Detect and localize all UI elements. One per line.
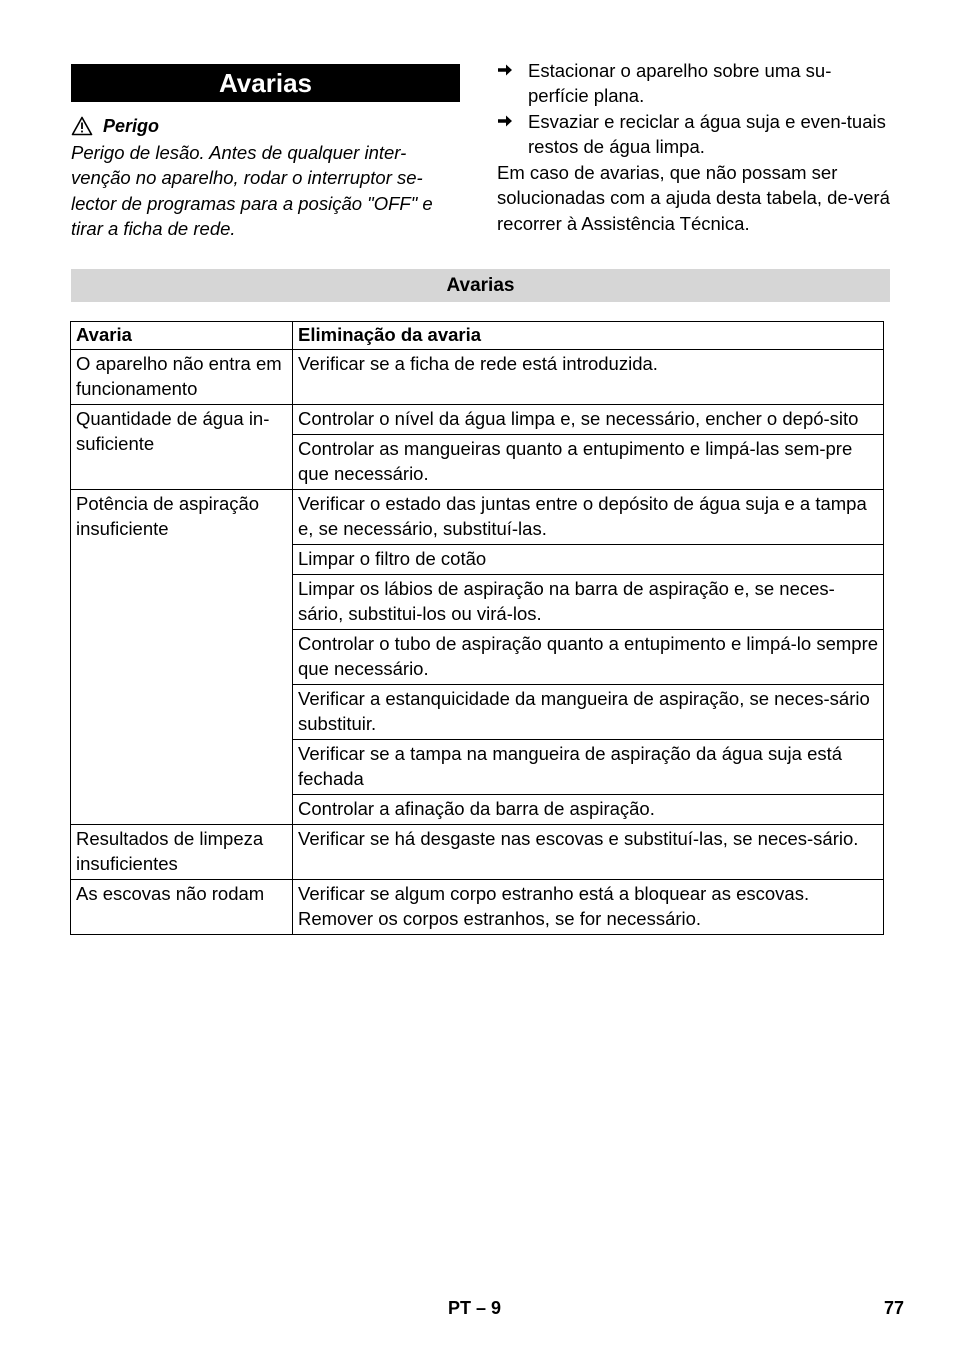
fault-cell: As escovas não rodam <box>71 880 293 935</box>
header-fault: Avaria <box>71 322 293 350</box>
table-row <box>71 405 884 435</box>
table-row <box>71 350 884 405</box>
arrow-right-icon <box>497 58 528 109</box>
remedy-cell: Verificar a estanquicidade da mangueira de aspiração, se neces-sário substituir. <box>293 685 884 740</box>
footer-section: PT – 9 <box>448 1298 502 1318</box>
step-item <box>497 58 892 109</box>
arrow-right-icon <box>497 109 528 160</box>
remedy-cell: Verificar se a ficha de rede está introduzida. <box>293 350 884 405</box>
remedy-cell: Controlar o tubo de aspiração quanto a entupimento e limpá-lo sempre que necessário. <box>293 630 884 685</box>
table-row <box>71 880 884 935</box>
remedy-cell: Limpar os lábios de aspiração na barra de aspiração e, se neces-sário, substitui-los ou virá-los. <box>293 575 884 630</box>
table-section-title: Avarias <box>71 269 890 302</box>
remedy-cell: Controlar o nível da água limpa e, se necessário, encher o depó-sito <box>293 405 884 435</box>
remedy-cell: Verificar se há desgaste nas escovas e substituí-las, se neces-sário. <box>293 825 884 880</box>
right-column <box>497 58 892 236</box>
fault-cell: Potência de aspiração insuficiente <box>71 490 293 825</box>
page-title: Avarias <box>71 64 460 102</box>
step-item <box>497 109 892 160</box>
fault-cell: Quantidade de água in-suficiente <box>71 405 293 490</box>
remedy-cell: Limpar o filtro de cotão <box>293 545 884 575</box>
warning-triangle-icon <box>71 116 93 136</box>
remedy-cell: Verificar se algum corpo estranho está a bloquear as escovas. Remover os corpos estranhos, se for necessário. <box>293 880 884 935</box>
fault-cell: O aparelho não entra em funcionamento <box>71 350 293 405</box>
step-list <box>497 58 892 159</box>
page-number: 77 <box>883 1298 904 1318</box>
step-text: Esvaziar e reciclar a água suja e even-tuais restos de água limpa. <box>528 110 886 157</box>
table-row <box>71 825 884 880</box>
danger-text: Perigo de lesão. Antes de qualquer inter-venção no aparelho, rodar o interruptor se-lector de programas para a posição "OFF" e tirar a ficha de rede. <box>71 142 433 239</box>
remedy-cell: Verificar o estado das juntas entre o depósito de água suja e a tampa e, se necessário, substituí-las. <box>293 490 884 545</box>
left-column <box>71 64 460 241</box>
header-remedy: Eliminação da avaria <box>293 322 884 350</box>
danger-label: Perigo <box>103 116 160 136</box>
intro-paragraph: Em caso de avarias, que não possam ser solucionadas com a ajuda desta tabela, de-verá recorrer à Assistência Técnica. <box>497 162 890 234</box>
step-text: Estacionar o aparelho sobre uma su-perfície plana. <box>528 60 832 107</box>
remedy-cell: Controlar a afinação da barra de aspiração. <box>293 795 884 825</box>
danger-heading <box>71 114 460 138</box>
remedy-cell: Verificar se a tampa na mangueira de aspiração da água suja está fechada <box>293 740 884 795</box>
table-header-row <box>71 322 884 350</box>
fault-table-body <box>71 350 884 935</box>
fault-table <box>70 321 884 935</box>
table-row <box>71 490 884 545</box>
remedy-cell: Controlar as mangueiras quanto a entupimento e limpá-las sem-pre que necessário. <box>293 435 884 490</box>
fault-cell: Resultados de limpeza insuficientes <box>71 825 293 880</box>
